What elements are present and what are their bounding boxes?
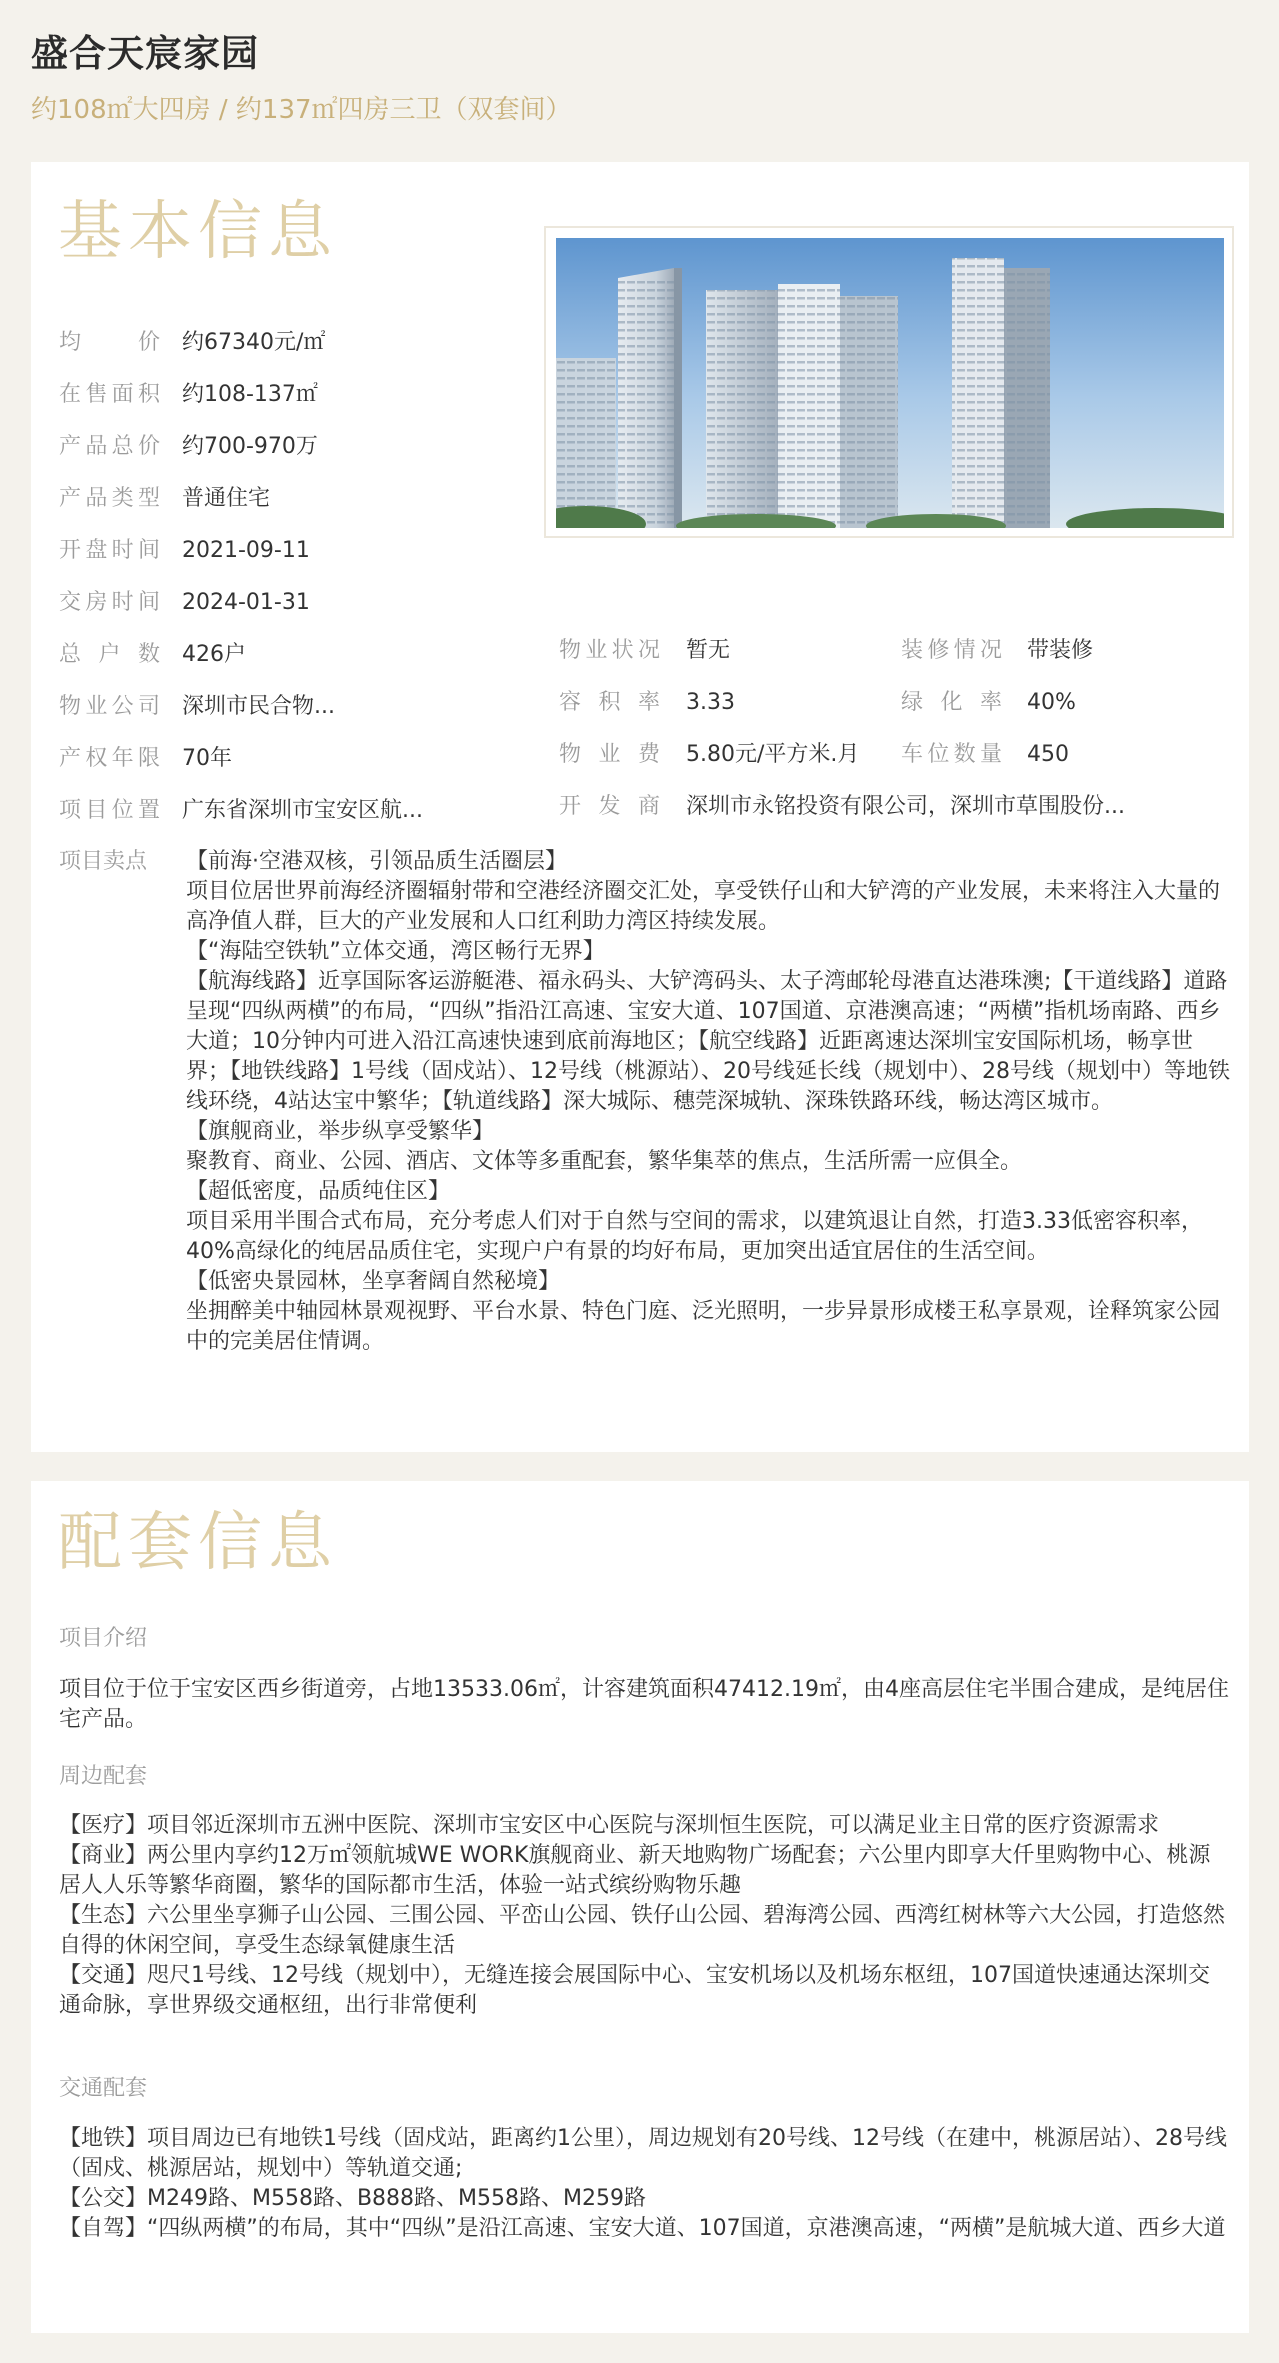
project-intro-heading: 项目介绍 — [59, 1626, 148, 1651]
selling-point: 【前海·空港双核，引领品质生活圈层】 — [186, 849, 567, 874]
selling-point: 【“海陆空铁轨”立体交通，湾区畅行无界】 — [186, 939, 605, 964]
households-value: 426户 — [182, 642, 246, 667]
price-label: 均 价 — [59, 330, 160, 355]
parking-label: 车位数量 — [901, 742, 1002, 767]
households-label: 总 户 数 — [59, 642, 160, 667]
property-fee-label: 物 业 费 — [559, 742, 660, 767]
project-intro-text — [59, 1675, 1229, 1735]
property-company-value[interactable]: 深圳市民合物... — [182, 694, 335, 719]
traffic-item: 【地铁】项目周边已有地铁1号线（固戍站，距离约1公里），周边规划有20号线、12号线（在建中，桃源居站）、28号线（固戍、桃源居站，规划中）等轨道交通; — [59, 2126, 1227, 2181]
traffic-item: 【自驾】“四纵两横”的布局，其中“四纵”是沿江高速、宝安大道、107国道，京港澳高速，“两横”是航城大道、西乡大道 — [59, 2216, 1226, 2241]
project-title: 盛合天宸家园 — [31, 32, 259, 75]
opening-date-value: 2021-09-11 — [182, 538, 310, 563]
developer-value[interactable]: 深圳市永铭投资有限公司，深圳市草围股份... — [686, 794, 1125, 819]
facility-info-card — [31, 1481, 1249, 2333]
surround-item: 【医疗】项目邻近深圳市五洲中医院、深圳市宝安区中心医院与深圳恒生医院，可以满足业主日常的医疗资源需求 — [59, 1813, 1160, 1838]
area-value: 约108-137㎡ — [182, 382, 318, 407]
greening-rate-label: 绿 化 率 — [901, 690, 1002, 715]
traffic-heading: 交通配套 — [59, 2076, 148, 2101]
basic-info-card — [31, 162, 1249, 1452]
header — [31, 26, 572, 130]
project-intro-paragraph: 项目位于位于宝安区西乡街道旁，占地13533.06㎡，计容建筑面积47412.19㎡，由4座高层住宅半围合建成，是纯居住宅产品。 — [59, 1677, 1229, 1732]
parking-value: 450 — [1027, 742, 1069, 767]
property-term-value: 70年 — [182, 746, 232, 771]
location-value[interactable]: 广东省深圳市宝安区航... — [182, 798, 423, 823]
building-rendering-image — [556, 238, 1224, 528]
developer-label: 开 发 商 — [559, 794, 660, 819]
project-subtitle: 约108㎡大四房 / 约137㎡四房三卫（双套间） — [31, 95, 572, 125]
selling-point: 坐拥醉美中轴园林景观视野、平台水景、特色门庭、泛光照明，一步异景形成楼王私享景观，诠释筑家公园中的完美居住情调。 — [186, 1299, 1221, 1354]
selling-points-label: 项目卖点 — [59, 849, 148, 874]
selling-point: 聚教育、商业、公园、酒店、文体等多重配套，繁华集萃的焦点，生活所需一应俱全。 — [186, 1149, 1023, 1174]
surround-item: 【商业】两公里内享约12万㎡领航城WE WORK旗舰商业、新天地购物广场配套；六公里内即享大仟里购物中心、桃源居人人乐等繁华商圈，繁华的国际都市生活，体验一站式缤纷购物乐趣 — [59, 1843, 1211, 1898]
property-term-label: 产权年限 — [59, 746, 160, 771]
product-type-value: 普通住宅 — [182, 486, 271, 511]
basic-info-heading: 基本信息 — [58, 195, 338, 269]
total-price-label: 产品总价 — [59, 434, 160, 459]
decoration-value: 带装修 — [1027, 638, 1094, 663]
selling-point: 【航海线路】近享国际客运游艇港、福永码头、大铲湾码头、太子湾邮轮母港直达港珠澳;【干道线路】道路呈现“四纵两横”的布局，“四纵”指沿江高速、宝安大道、107国道、京港澳高速；“两横”指机场南路、西乡大道；10分钟内可进入沿江高速快速到底前海地区；【航空线路】近距离速达深圳宝安国际机场，畅享世界；【地铁线路】1号线（固戍站）、12号线（桃源站）、20号线延长线（规划中）、28号线（规划中）等地铁线环绕，4站达宝中繁华；【轨道线路】深大城际、穗莞深城轨、深珠铁路环线，畅达湾区城市。 — [186, 969, 1230, 1114]
traffic-text — [59, 2124, 1229, 2244]
project-photo[interactable] — [544, 226, 1234, 538]
plot-ratio-value: 3.33 — [686, 690, 735, 715]
location-label: 项目位置 — [59, 798, 160, 823]
decoration-label: 装修情况 — [901, 638, 1002, 663]
selling-points-text — [186, 847, 1231, 1357]
delivery-date-value: 2024-01-31 — [182, 590, 310, 615]
selling-point: 项目位居世界前海经济圈辐射带和空港经济圈交汇处，享受铁仔山和大铲湾的产业发展，未来将注入大量的高净值人群，巨大的产业发展和人口红利助力湾区持续发展。 — [186, 879, 1221, 934]
area-label: 在售面积 — [59, 382, 160, 407]
surround-text — [59, 1811, 1229, 2021]
delivery-date-label: 交房时间 — [59, 590, 160, 615]
surround-item: 【生态】六公里坐享狮子山公园、三围公园、平峦山公园、铁仔山公园、碧海湾公园、西湾红树林等六大公园，打造悠然自得的休闲空间，享受生态绿氧健康生活 — [59, 1903, 1226, 1958]
property-company-label: 物业公司 — [59, 694, 160, 719]
facility-info-heading: 配套信息 — [58, 1506, 338, 1580]
traffic-item: 【公交】M249路、M558路、B888路、M558路、M259路 — [59, 2186, 646, 2211]
selling-point: 【旗舰商业，举步纵享受繁华】 — [186, 1119, 495, 1144]
surround-item: 【交通】咫尺1号线、12号线（规划中），无缝连接会展国际中心、宝安机场以及机场东枢纽，107国道快速通达深圳交通命脉，享世界级交通枢纽，出行非常便利 — [59, 1963, 1210, 2018]
surround-heading: 周边配套 — [59, 1764, 148, 1789]
property-status-label: 物业状况 — [559, 638, 660, 663]
property-fee-value: 5.80元/平方米.月 — [686, 742, 860, 767]
greening-rate-value: 40% — [1027, 690, 1076, 715]
property-status-value: 暂无 — [686, 638, 731, 663]
opening-date-label: 开盘时间 — [59, 538, 160, 563]
price-value: 约67340元/㎡ — [182, 330, 326, 355]
plot-ratio-label: 容 积 率 — [559, 690, 660, 715]
selling-point: 【超低密度，品质纯住区】 — [186, 1179, 451, 1204]
selling-point: 项目采用半围合式布局，充分考虑人们对于自然与空间的需求，以建筑退让自然，打造3.33低密容积率，40%高绿化的纯居品质住宅，实现户户有景的均好布局，更加突出适宜居住的生活空间。 — [186, 1209, 1203, 1264]
selling-point: 【低密央景园林，坐享奢阔自然秘境】 — [186, 1269, 561, 1294]
total-price-value: 约700-970万 — [182, 434, 318, 459]
product-type-label: 产品类型 — [59, 486, 160, 511]
